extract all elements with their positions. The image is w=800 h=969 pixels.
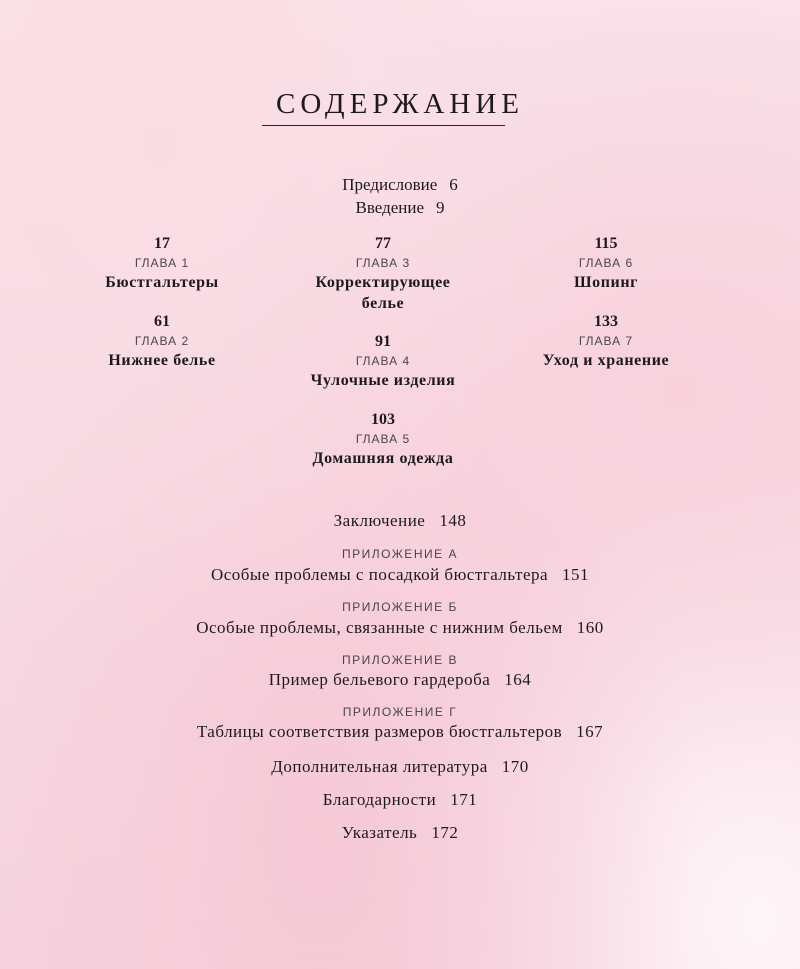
toc-entry-acknowledgements[interactable] [0,790,800,810]
toc-chapter-6[interactable] [486,234,726,293]
chapter-label: ГЛАВА 4 [355,354,411,368]
page-title: СОДЕРЖАНИЕ [276,88,524,120]
entry-label: Благодарности [322,790,437,809]
toc-entry-conclusion[interactable] [0,511,800,531]
entry-label: Дополнительная литература [271,757,488,776]
chapter-label: ГЛАВА 3 [355,256,411,270]
toc-entry-preface[interactable] [0,175,800,195]
chapter-label: ГЛАВА 2 [134,334,190,348]
entry-page: 6 [449,175,458,194]
appendix-a-label: ПРИЛОЖЕНИЕ А [342,547,458,561]
toc-entry-appendix-a[interactable] [0,565,800,585]
chapter-name: Уход и хранение [542,352,670,369]
entry-page: 164 [504,670,532,689]
entry-label: Особые проблемы, связанные с нижним бельем [196,618,563,637]
chapter-page: 61 [154,313,170,330]
chapter-page: 103 [371,411,395,428]
chapter-name: Чулочные изделия [310,372,456,389]
chapter-name: Бюстгальтеры [105,274,219,291]
chapter-page: 17 [154,235,170,252]
entry-page: 160 [576,618,604,637]
entry-page: 148 [439,511,467,530]
toc-entry-appendix-d[interactable] [0,722,800,742]
toc-chapter-3[interactable] [263,234,503,314]
chapter-name: Корректирующее белье [315,274,451,312]
entry-page: 172 [431,823,459,842]
entry-label: Предисловие [342,175,438,194]
appendix-c-label: ПРИЛОЖЕНИЕ В [342,653,458,667]
entry-label: Особые проблемы с посадкой бюстгальтера [210,565,549,584]
toc-entry-further-reading[interactable] [0,757,800,777]
appendix-b-label: ПРИЛОЖЕНИЕ Б [342,600,458,614]
entry-label: Пример бельевого гардероба [268,670,491,689]
chapter-label: ГЛАВА 6 [578,256,634,270]
toc-entry-introduction[interactable] [0,198,800,218]
toc-chapter-2[interactable] [42,312,282,371]
entry-page: 9 [436,198,445,217]
toc-chapter-1[interactable] [42,234,282,293]
chapter-label: ГЛАВА 5 [355,432,411,446]
chapter-label: ГЛАВА 7 [578,334,634,348]
toc-entry-appendix-c[interactable] [0,670,800,690]
chapter-name: Шопинг [573,274,639,291]
toc-chapter-4[interactable] [263,332,503,391]
toc-entry-index[interactable] [0,823,800,843]
entry-label: Указатель [341,823,418,842]
chapter-name: Домашняя одежда [312,450,454,467]
toc-entry-appendix-b[interactable] [0,618,800,638]
appendix-d-label: ПРИЛОЖЕНИЕ Г [342,705,458,719]
toc-chapter-7[interactable] [486,312,726,371]
chapter-page: 77 [375,235,391,252]
entry-page: 171 [450,790,478,809]
entry-label: Заключение [333,511,426,530]
entry-page: 167 [576,722,604,741]
chapter-page: 115 [594,235,618,252]
entry-label: Таблицы соответствия размеров бюстгальтеров [196,722,563,741]
chapter-name: Нижнее белье [108,352,216,369]
entry-label: Введение [355,198,425,217]
chapter-page: 91 [375,333,391,350]
entry-page: 170 [501,757,529,776]
chapter-page: 133 [594,313,618,330]
entry-page: 151 [562,565,590,584]
title-underline [262,125,505,126]
chapter-label: ГЛАВА 1 [134,256,190,270]
toc-chapter-5[interactable] [263,410,503,469]
